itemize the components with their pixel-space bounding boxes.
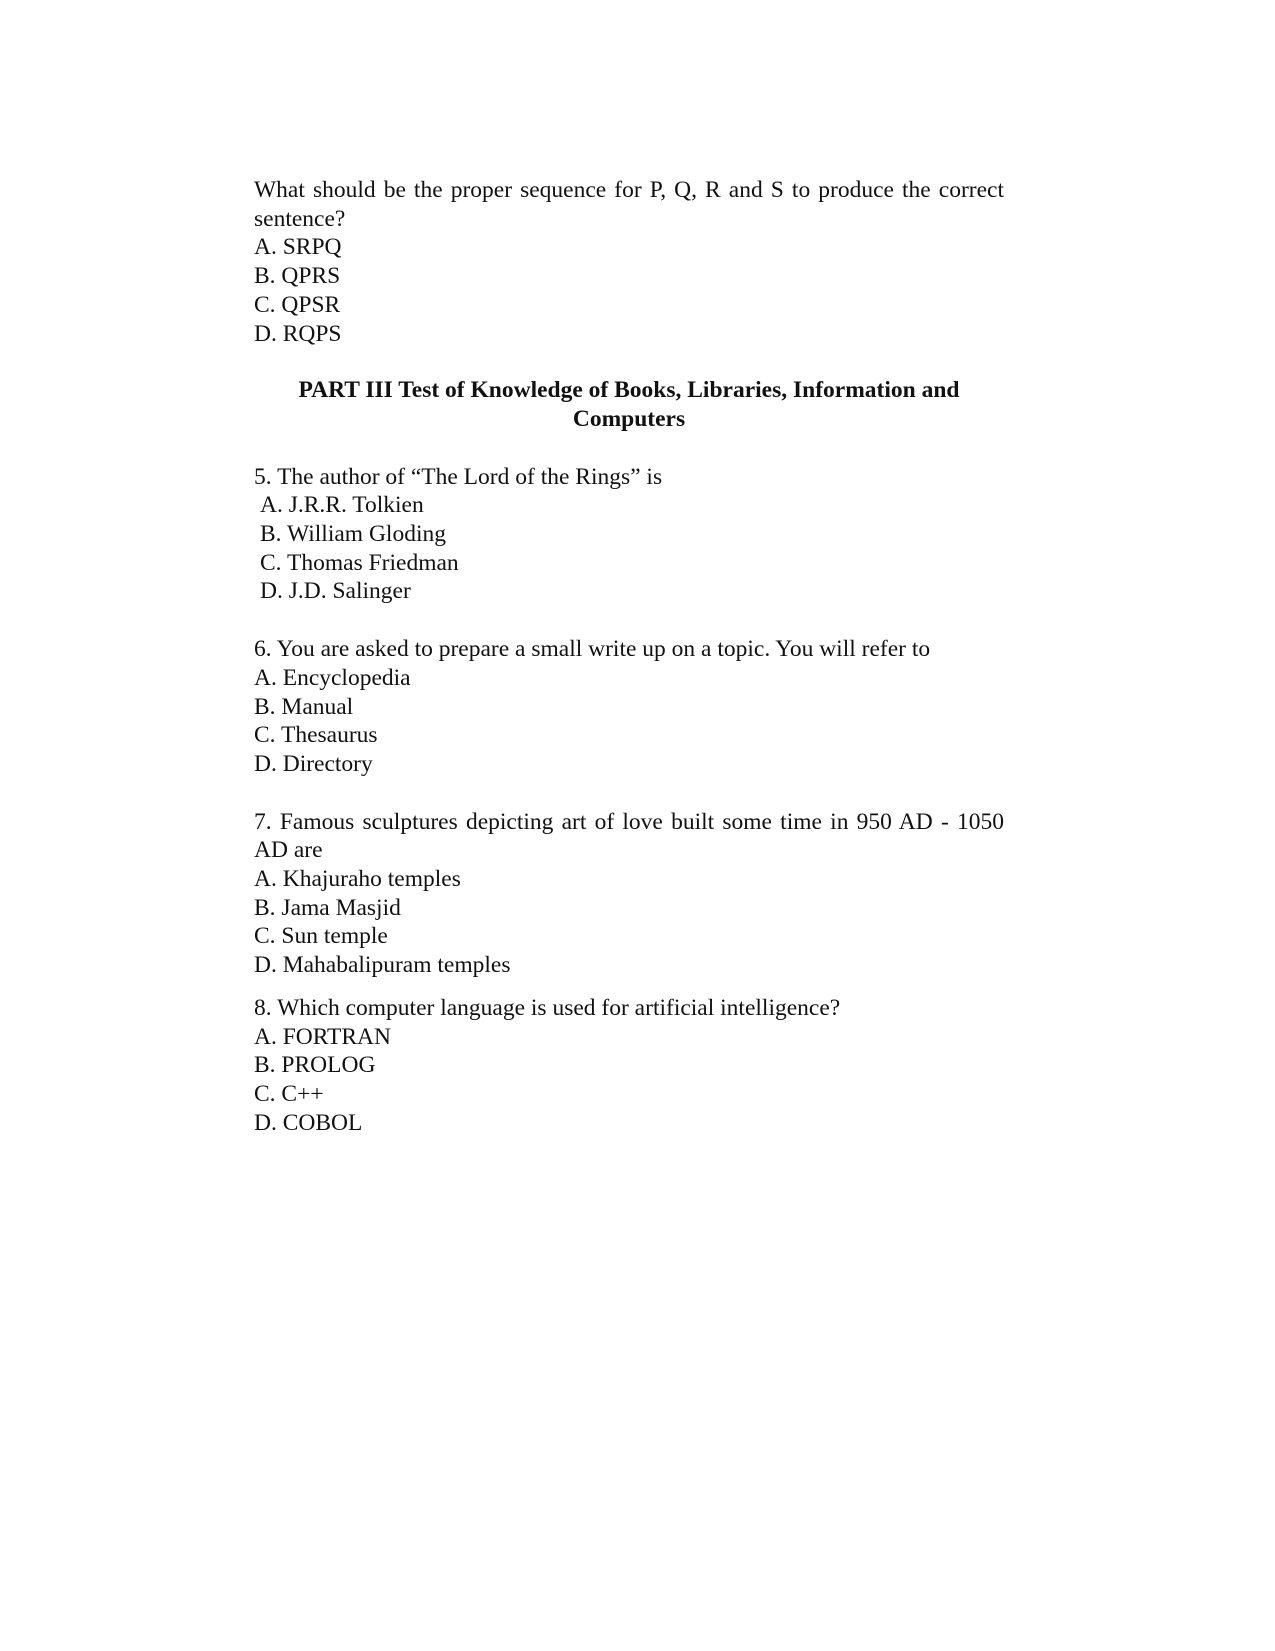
question-4-text: What should be the proper sequence for P, Q, R and S to produce the correct sentence? — [254, 177, 1004, 232]
question-6-option-b: B. Manual — [254, 693, 354, 720]
question-6 — [254, 635, 1004, 779]
question-5 — [254, 463, 1004, 607]
part-heading — [254, 376, 1004, 433]
question-5-option-a: A. J.R.R. Tolkien — [260, 492, 424, 519]
question-4-option-d: D. RQPS — [254, 320, 342, 347]
part-heading-line-2: Computers — [572, 405, 686, 432]
document-page — [254, 176, 1004, 1137]
question-7-option-b: B. Jama Masjid — [254, 894, 401, 921]
question-6-option-a: A. Encyclopedia — [254, 664, 411, 691]
question-8-option-b: B. PROLOG — [254, 1052, 376, 1079]
question-4-option-b: B. QPRS — [254, 263, 341, 290]
question-4-option-a: A. SRPQ — [254, 234, 342, 261]
question-6-option-c: C. Thesaurus — [254, 722, 378, 749]
question-5-option-b: B. William Gloding — [260, 521, 446, 548]
question-5-text: 5. The author of “The Lord of the Rings” is — [254, 463, 663, 490]
question-7-option-d: D. Mahabalipuram temples — [254, 952, 511, 979]
question-6-text: 6. You are asked to prepare a small write up on a topic. You will refer to — [254, 636, 931, 663]
question-7-option-c: C. Sun temple — [254, 923, 388, 950]
question-8-option-d: D. COBOL — [254, 1109, 363, 1136]
question-8-option-a: A. FORTRAN — [254, 1023, 391, 1050]
question-6-option-d: D. Directory — [254, 750, 373, 777]
question-8-option-c: C. C++ — [254, 1080, 324, 1107]
question-8-text: 8. Which computer language is used for artificial intelligence? — [254, 994, 841, 1021]
question-5-option-c: C. Thomas Friedman — [260, 549, 459, 576]
question-8 — [254, 994, 1004, 1138]
part-heading-line-1: PART III Test of Knowledge of Books, Libraries, Information and — [298, 377, 960, 404]
question-7 — [254, 808, 1004, 980]
question-7-option-a: A. Khajuraho temples — [254, 866, 461, 893]
question-4 — [254, 176, 1004, 348]
question-7-text: 7. Famous sculptures depicting art of love built some time in 950 AD - 1050 AD are — [254, 808, 1004, 864]
question-4-option-c: C. QPSR — [254, 291, 341, 318]
question-5-option-d: D. J.D. Salinger — [260, 578, 411, 605]
